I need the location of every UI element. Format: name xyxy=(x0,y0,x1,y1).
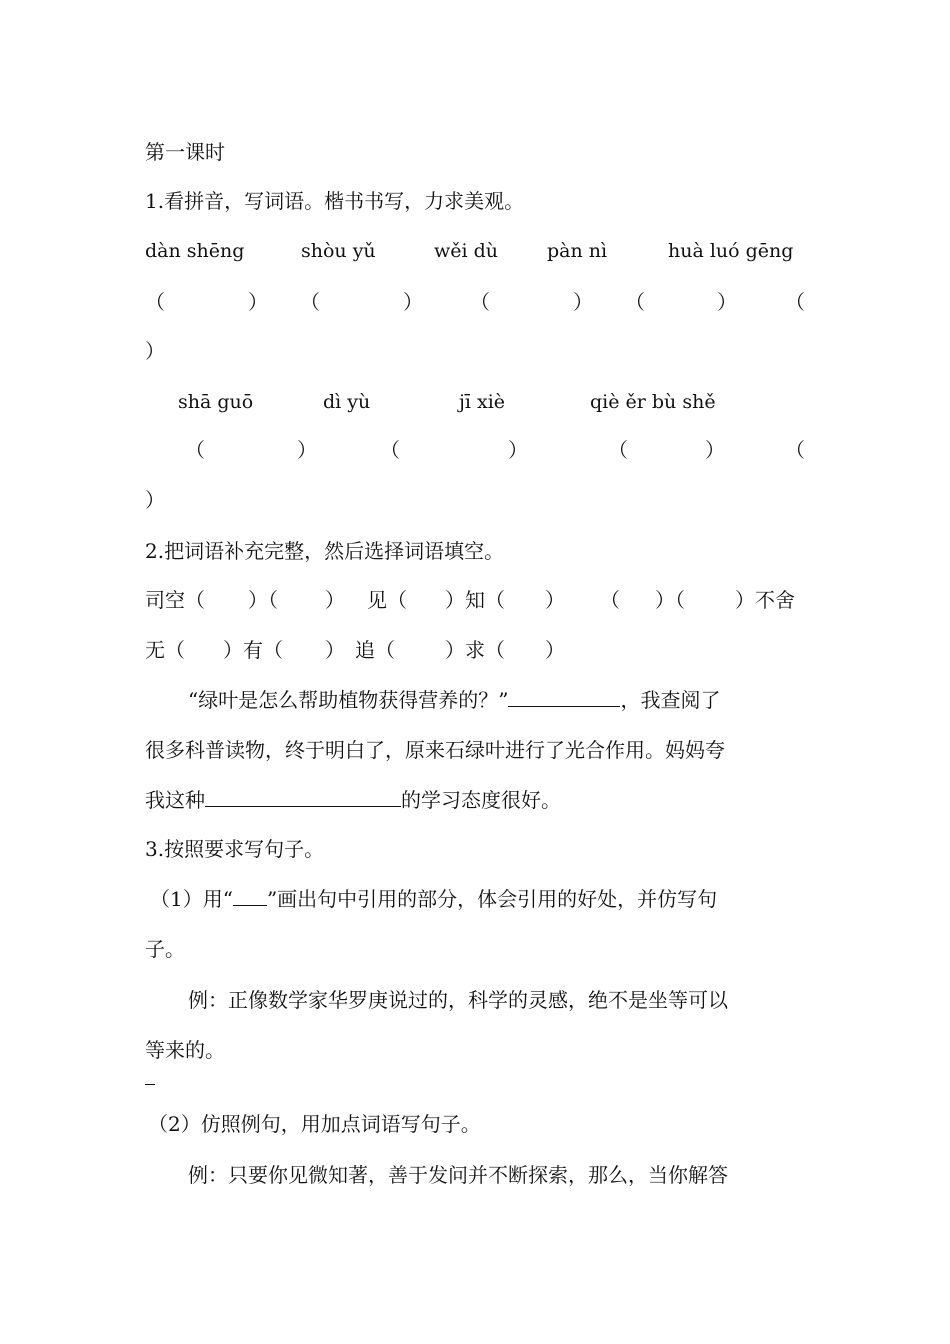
close-paren: ） xyxy=(573,290,593,314)
fill-blank xyxy=(205,786,401,807)
sub-question-2: （2）仿照例句，用加点词语写句子。 xyxy=(148,1112,481,1136)
idiom-part: 追（ xyxy=(355,638,395,662)
idiom-part: 见（ xyxy=(367,588,407,612)
close-paren-wrap: ） xyxy=(145,339,165,363)
close-paren-wrap: ） xyxy=(145,488,165,512)
paragraph-text: 的学习态度很好。 xyxy=(401,788,561,812)
lesson-title: 第一课时 xyxy=(145,140,225,164)
close-paren: ） xyxy=(717,290,737,314)
open-paren: （ xyxy=(300,290,320,314)
pinyin-item: huà luó gēng xyxy=(668,240,794,262)
idiom-part: ）（ xyxy=(248,588,278,612)
pinyin-item: jī xiè xyxy=(459,391,506,413)
pinyin-item: dàn shēng xyxy=(145,240,245,262)
pinyin-item: shòu yǔ xyxy=(301,240,376,262)
close-paren: ） xyxy=(248,290,268,314)
paragraph-text: 我这种 xyxy=(145,788,205,812)
sub-question-text: （1）用“ xyxy=(150,887,233,911)
pinyin-item: shā guō xyxy=(178,391,254,413)
open-paren: （ xyxy=(625,290,645,314)
open-paren: （ xyxy=(608,438,628,462)
pinyin-row-1 xyxy=(145,237,805,265)
open-paren: （ xyxy=(185,438,205,462)
question-2-title: 2.把词语补充完整，然后选择词语填空。 xyxy=(145,539,505,563)
paragraph-line xyxy=(145,786,561,814)
idiom-row-1 xyxy=(145,586,805,614)
idiom-part: ）（ xyxy=(655,588,685,612)
open-paren: （ xyxy=(470,290,490,314)
idiom-part: ） xyxy=(325,638,345,662)
idiom-part: ） xyxy=(545,588,565,612)
pinyin-item: pàn nì xyxy=(547,240,608,262)
open-paren: （ xyxy=(785,438,805,462)
pinyin-item: qiè ěr bù shě xyxy=(590,391,716,413)
answer-blanks-row-1 xyxy=(145,288,805,316)
idiom-part: （ xyxy=(600,588,620,612)
question-3-title: 3.按照要求写句子。 xyxy=(145,837,325,861)
pinyin-row-2 xyxy=(145,388,805,416)
idiom-part: ）不舍 xyxy=(735,588,795,612)
open-paren: （ xyxy=(145,290,165,314)
close-paren: ） xyxy=(705,438,725,462)
paragraph-text: “绿叶是怎么帮助植物获得营养的？” xyxy=(188,688,509,712)
answer-blanks-row-2 xyxy=(145,436,805,464)
pinyin-item: wěi dù xyxy=(434,240,499,262)
sub-question-text: ”画出句中引用的部分，体会引用的好处，并仿写句 xyxy=(266,887,718,911)
paragraph-line xyxy=(188,686,720,714)
open-paren: （ xyxy=(785,290,805,314)
example-2: 例：只要你见微知著，善于发问并不断探索，那么，当你解答 xyxy=(188,1163,728,1187)
underline-mark xyxy=(233,885,267,906)
close-paren: ） xyxy=(297,438,317,462)
open-paren: （ xyxy=(380,438,400,462)
sub-question-1 xyxy=(150,885,717,913)
question-1-title: 1.看拼音，写词语。楷书书写，力求美观。 xyxy=(145,189,525,213)
paragraph-text: ，我查阅了 xyxy=(620,688,721,712)
answer-line-mark xyxy=(145,1084,155,1085)
paragraph-line: 很多科普读物，终于明白了，原来石绿叶进行了光合作用。妈妈夸 xyxy=(145,738,725,762)
fill-blank xyxy=(508,686,620,707)
idiom-part: ） xyxy=(325,588,345,612)
example-1: 例：正像数学家华罗庚说过的，科学的灵感，绝不是坐等可以 xyxy=(188,988,728,1012)
close-paren: ） xyxy=(508,438,528,462)
example-1-wrap: 等来的。 xyxy=(145,1038,225,1062)
close-paren: ） xyxy=(403,290,423,314)
sub-question-1-wrap: 子。 xyxy=(145,937,185,961)
idiom-part: ）求（ xyxy=(445,638,505,662)
idiom-part: 司空（ xyxy=(145,588,205,612)
pinyin-item: dì yù xyxy=(323,391,371,413)
idiom-part: ） xyxy=(545,638,565,662)
idiom-part: ）有（ xyxy=(223,638,283,662)
idiom-part: 无（ xyxy=(145,638,185,662)
idiom-row-2 xyxy=(145,636,805,664)
idiom-part: ）知（ xyxy=(445,588,505,612)
